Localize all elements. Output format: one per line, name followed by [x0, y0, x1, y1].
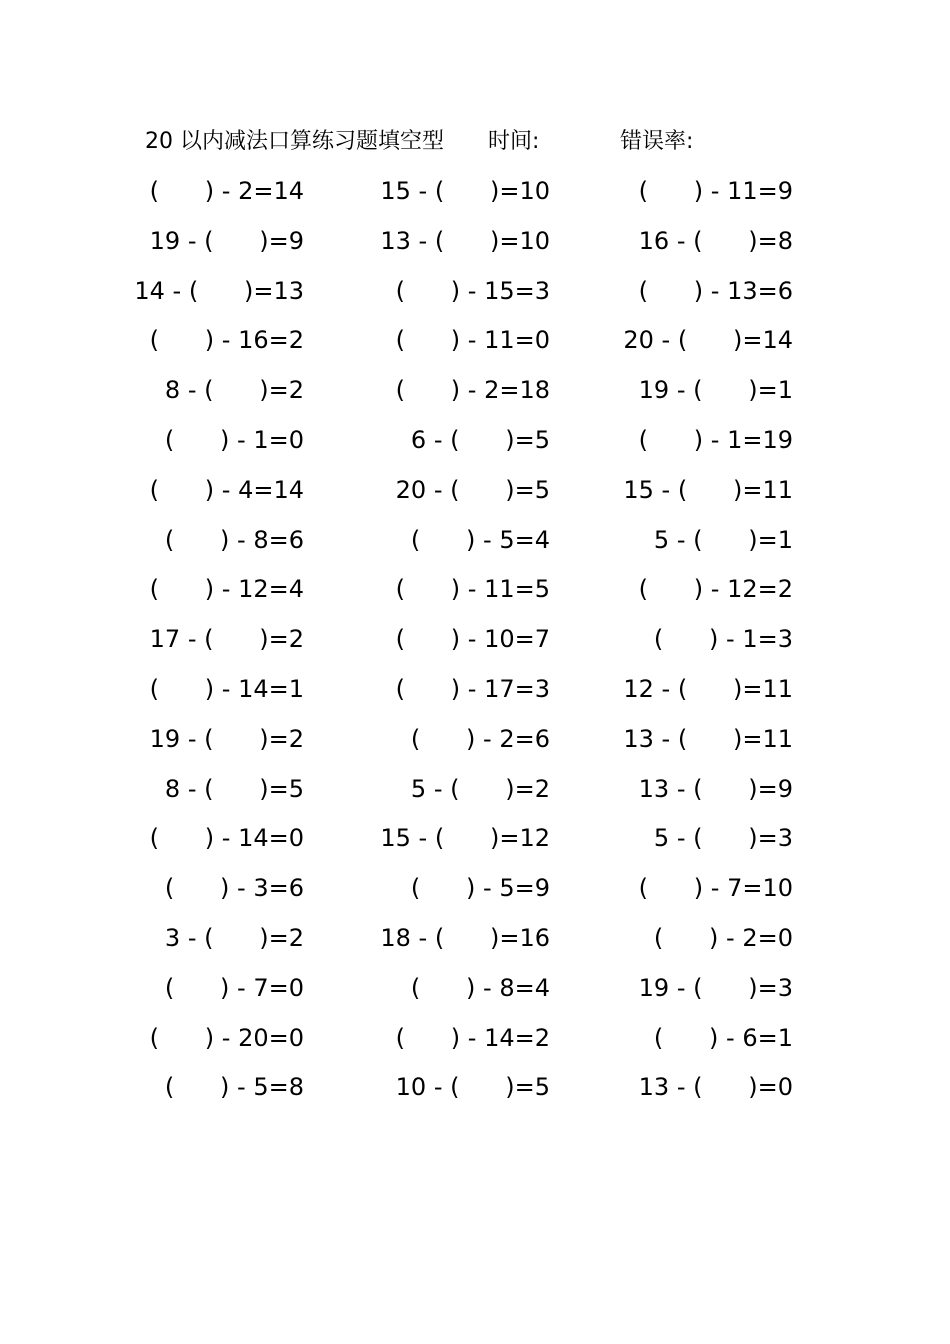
problem-item: 10 - ( )=5: [395, 1073, 550, 1102]
problem-item: 16 - ( )=8: [638, 226, 793, 255]
problem-row: [0, 1021, 950, 1071]
problem-row: [0, 274, 950, 324]
problem-item: 5 - ( )=1: [653, 525, 793, 554]
problem-item: 8 - ( )=5: [164, 774, 304, 803]
problem-item: ( ) - 7=0: [164, 973, 304, 1002]
problem-item: ( ) - 5=8: [164, 1073, 304, 1102]
problem-item: ( ) - 1=19: [638, 425, 793, 454]
problem-item: 13 - ( )=0: [638, 1073, 793, 1102]
problem-item: 13 - ( )=11: [623, 724, 793, 753]
problem-item: ( ) - 16=2: [149, 326, 304, 355]
problem-item: ( ) - 14=0: [149, 824, 304, 853]
problem-item: ( ) - 1=3: [653, 625, 793, 654]
problem-item: 6 - ( )=5: [410, 425, 550, 454]
problem-item: 20 - ( )=14: [623, 326, 793, 355]
problem-item: ( ) - 8=6: [164, 525, 304, 554]
problem-row: [0, 871, 950, 921]
problem-item: ( ) - 11=5: [395, 575, 550, 604]
problem-grid: [0, 174, 950, 1120]
problem-row: [0, 622, 950, 672]
problem-item: ( ) - 12=2: [638, 575, 793, 604]
problem-item: ( ) - 12=4: [149, 575, 304, 604]
problem-item: ( ) - 4=14: [149, 475, 304, 504]
problem-item: ( ) - 14=2: [395, 1023, 550, 1052]
problem-item: ( ) - 15=3: [395, 276, 550, 305]
error-rate-label: 错误率:: [620, 129, 694, 154]
problem-item: 19 - ( )=2: [149, 724, 304, 753]
problem-item: ( ) - 6=1: [653, 1023, 793, 1052]
problem-item: 15 - ( )=10: [380, 177, 550, 205]
problem-item: ( ) - 13=6: [638, 276, 793, 305]
problem-row: [0, 323, 950, 373]
problem-row: [0, 174, 950, 224]
problem-item: ( ) - 5=9: [410, 874, 550, 903]
problem-row: [0, 821, 950, 871]
problem-row: [0, 224, 950, 274]
problem-item: ( ) - 3=6: [164, 874, 304, 903]
problem-row: [0, 722, 950, 772]
problem-row: [0, 672, 950, 722]
problem-row: [0, 971, 950, 1021]
problem-item: ( ) - 7=10: [638, 874, 793, 903]
problem-item: 19 - ( )=3: [638, 973, 793, 1002]
problem-item: 5 - ( )=2: [410, 774, 550, 803]
problem-item: 5 - ( )=3: [653, 824, 793, 853]
problem-item: 17 - ( )=2: [149, 625, 304, 654]
problem-item: 15 - ( )=11: [623, 475, 793, 504]
problem-row: [0, 921, 950, 971]
problem-item: ( ) - 14=1: [149, 674, 304, 703]
problem-item: ( ) - 2=18: [395, 376, 550, 405]
problem-row: [0, 473, 950, 523]
problem-item: ( ) - 2=6: [410, 724, 550, 753]
problem-row: [0, 373, 950, 423]
problem-row: [0, 523, 950, 573]
problem-item: 14 - ( )=13: [134, 276, 304, 305]
problem-item: ( ) - 20=0: [149, 1023, 304, 1052]
problem-item: ( ) - 1=0: [164, 425, 304, 454]
problem-item: ( ) - 11=9: [638, 177, 793, 205]
problem-item: 18 - ( )=16: [380, 923, 550, 952]
problem-item: ( ) - 10=7: [395, 625, 550, 654]
problem-item: 15 - ( )=12: [380, 824, 550, 853]
problem-item: ( ) - 8=4: [410, 973, 550, 1002]
problem-item: 3 - ( )=2: [164, 923, 304, 952]
problem-item: 13 - ( )=10: [380, 226, 550, 255]
worksheet-title: 20 以内减法口算练习题填空型: [145, 129, 444, 154]
problem-item: 13 - ( )=9: [638, 774, 793, 803]
problem-row: [0, 572, 950, 622]
problem-item: ( ) - 2=0: [653, 923, 793, 952]
problem-row: [0, 1070, 950, 1120]
problem-item: ( ) - 11=0: [395, 326, 550, 355]
problem-item: 19 - ( )=9: [149, 226, 304, 255]
problem-row: [0, 423, 950, 473]
worksheet-header: [0, 126, 950, 158]
problem-item: ( ) - 5=4: [410, 525, 550, 554]
problem-item: ( ) - 2=14: [149, 177, 304, 205]
problem-item: 19 - ( )=1: [638, 376, 793, 405]
problem-item: 8 - ( )=2: [164, 376, 304, 405]
problem-row: [0, 772, 950, 822]
problem-item: 12 - ( )=11: [623, 674, 793, 703]
time-label: 时间:: [488, 129, 540, 154]
problem-item: ( ) - 17=3: [395, 674, 550, 703]
problem-item: 20 - ( )=5: [395, 475, 550, 504]
